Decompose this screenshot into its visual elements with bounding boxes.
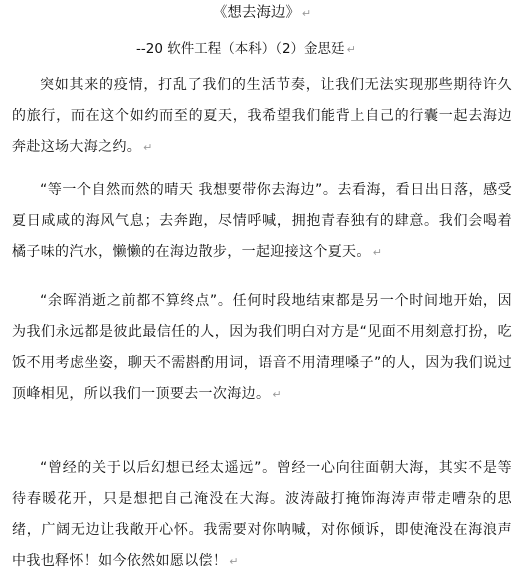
document-title: 《想去海边》 ↵ — [212, 5, 312, 21]
body-paragraph: “余晖消逝之前都不算终点”。任何时段地结束都是另一个时间地开始，因为我们永远都是彼此最信任的人，因为我们明白对方是“见面不用刻意打扮，吃饭不用考虑坐姿，聊天不需斟酌用词，语音不用清理嗓子”的人，因为我们说过顶峰相见，所以我们一顶要去一次海边。 ↵ — [12, 293, 512, 402]
paragraph-mark-icon: ↵ — [346, 43, 356, 56]
author-byline: --20 软件工程（本科）（2）金思廷 ↵ — [136, 41, 356, 57]
paragraph-mark-icon: ↵ — [229, 555, 239, 568]
body-paragraph: 突如其来的疫情，打乱了我们的生活节奏，让我们无法实现那些期待许久的旅行，而在这个如约而至的夏天，我希望我们能背上自己的行囊一起去海边奔赴这场大海之约。 ↵ — [12, 77, 512, 155]
paragraph-mark-icon: ↵ — [372, 246, 382, 259]
paragraph-mark-icon: ↵ — [272, 388, 282, 401]
body-paragraph: “等一个自然而然的晴天 我想要带你去海边”。去看海，看日出日落，感受夏日咸咸的海风气息；去奔跑，尽情呼喊，拥抱青春独有的肆意。我们会喝着橘子味的汽水，懒懒的在海边散步，一起迎接这个夏天。 ↵ — [12, 182, 512, 260]
body-paragraph: “曾经的关于以后幻想已经太遥远”。曾经一心向往面朝大海，其实不是等待春暖花开，只是想把自己淹没在大海。波涛敲打掩饰海涛声带走嘈杂的思绪，广阔无边让我敞开心怀。我需要对你呐喊，对你倾诉，即使淹没在海浪声中我也释怀！如今依然如愿以偿！ ↵ — [12, 460, 512, 569]
paragraph-mark-icon: ↵ — [143, 141, 153, 154]
paragraph-mark-icon: ↵ — [301, 7, 312, 20]
